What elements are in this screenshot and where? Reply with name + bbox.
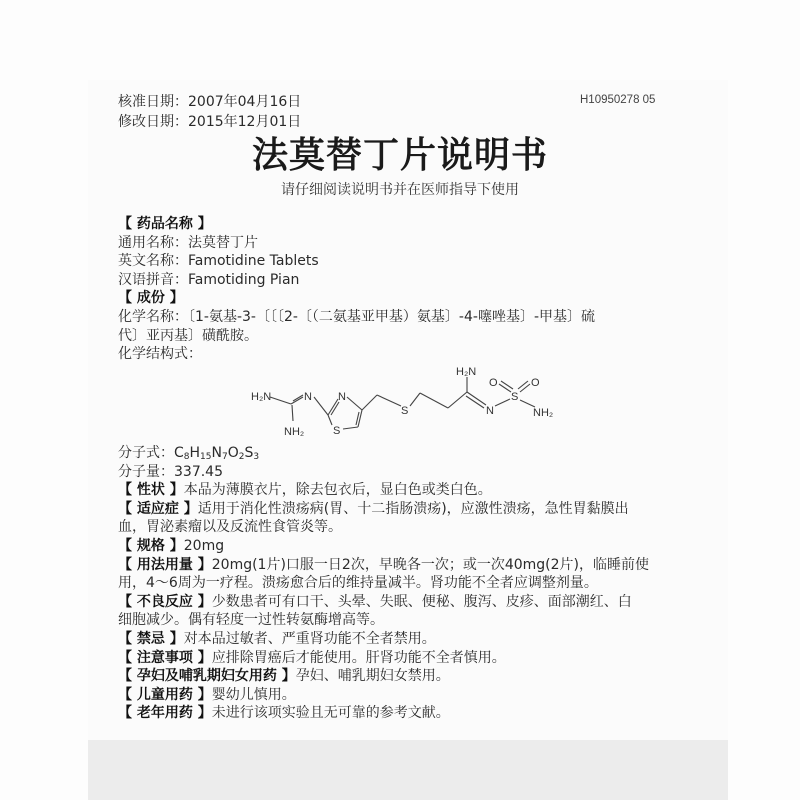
section-line xyxy=(118,518,342,537)
section-text: 本品为薄膜衣片，除去包衣后，显白色或类白色。 xyxy=(183,482,492,499)
section-text: 用，4～6周为一疗程。溃疡愈合后的维持量减半。肾功能不全者应调整剂量。 xyxy=(118,575,598,592)
atom-label: NH₂ xyxy=(284,426,305,438)
formula-element: N xyxy=(211,445,222,461)
section-line xyxy=(118,500,629,519)
sections xyxy=(118,481,678,723)
section-line xyxy=(118,649,506,668)
section-heading: 【 不良反应 】 xyxy=(118,593,212,610)
formula-count: 7 xyxy=(221,452,228,462)
pinyin-name: 汉语拼音：Famotiding Pian xyxy=(118,271,300,288)
formula-element: S xyxy=(244,445,254,461)
section-text: 未进行该项实验且无可靠的参考文献。 xyxy=(211,705,450,722)
molecular-weight: 分子量：337.45 xyxy=(118,463,223,480)
atom-label: N xyxy=(486,405,494,417)
page-subtitle: 请仔细阅读说明书并在医师指导下使用 xyxy=(281,182,519,198)
formula-element: C xyxy=(174,445,184,461)
atom-label: O xyxy=(489,377,498,389)
section-line xyxy=(118,556,649,575)
section-line xyxy=(118,611,384,630)
section-line xyxy=(118,704,450,723)
section-heading: 【 适应症 】 xyxy=(118,500,198,517)
formula-count: 15 xyxy=(200,452,212,462)
atom-label: S xyxy=(333,425,341,437)
formula-count: 2 xyxy=(238,452,245,462)
approval-date: 核准日期：2007年04月16日 xyxy=(118,94,302,110)
section-heading: 【 药品名称 】 xyxy=(118,216,212,232)
atom-label: N xyxy=(338,391,346,403)
atom-label: S xyxy=(511,391,519,403)
formula-label: 分子式： xyxy=(118,445,174,461)
section-text: 细胞减少。偶有轻度一过性转氨酶增高等。 xyxy=(118,612,384,629)
section-text: 少数患者可有口干、头晕、失眠、便秘、腹泻、皮疹、面部潮红、白 xyxy=(211,593,632,610)
formula-block xyxy=(118,444,678,723)
document-code: H10950278 05 xyxy=(580,94,656,106)
section-text: 对本品过敏者、严重肾功能不全者禁用。 xyxy=(183,630,436,647)
section-line xyxy=(118,667,450,686)
molecular-formula xyxy=(118,444,259,463)
formula-element: O xyxy=(227,445,239,461)
revision-date: 修改日期：2015年12月01日 xyxy=(118,114,302,130)
section-line xyxy=(118,630,436,649)
atom-label: NH₂ xyxy=(533,407,554,419)
page-title: 法莫替丁片说明书 xyxy=(251,135,548,176)
section-heading: 【 性状 】 xyxy=(118,482,184,499)
structure-label: 化学结构式： xyxy=(118,346,202,363)
atom-label: N xyxy=(304,391,312,403)
formula-element: H xyxy=(189,445,201,461)
section-text: 血，胃泌素瘤以及反流性食管炎等。 xyxy=(118,519,342,536)
section-line xyxy=(118,593,632,612)
section-text: 应排除胃癌后才能使用。肝肾功能不全者慎用。 xyxy=(211,649,506,666)
section-heading: 【 禁忌 】 xyxy=(118,630,184,647)
section-line xyxy=(118,481,492,500)
formula-count: 3 xyxy=(253,452,260,462)
chemical-name: 化学名称：〔1-氨基-3-〔〔〔2-〔（二氨基亚甲基）氨基〕-4-噻唑基〕-甲基〕硫 xyxy=(118,308,595,325)
atom-label: H₂N xyxy=(251,391,272,403)
section-text: 孕妇、哺乳期妇女禁用。 xyxy=(295,668,450,685)
section-heading: 【 规格 】 xyxy=(118,537,184,554)
section-line xyxy=(118,537,224,556)
section-heading: 【 儿童用药 】 xyxy=(118,686,212,703)
section-heading: 【 注意事项 】 xyxy=(118,649,212,666)
section-text: 适用于消化性溃疡病(胃、十二指肠溃疡)，应激性溃疡，急性胃黏膜出 xyxy=(197,500,629,517)
section-text: 婴幼儿慎用。 xyxy=(211,686,296,703)
section-heading: 【 孕妇及哺乳期妇女用药 】 xyxy=(118,668,296,685)
section-heading: 【 用法用量 】 xyxy=(118,556,212,573)
section-heading: 【 老年用药 】 xyxy=(118,705,212,722)
formula-count: 8 xyxy=(183,452,190,462)
chemical-name-cont: 代〕亚丙基〕磺酰胺。 xyxy=(118,327,258,344)
section-heading: 【 成份 】 xyxy=(118,290,184,307)
section-line xyxy=(118,574,598,593)
section-line xyxy=(118,686,296,705)
atom-label: S xyxy=(401,405,409,417)
atom-label: H₂N xyxy=(456,366,477,378)
atom-label: O xyxy=(531,377,540,389)
section-text: 20mg xyxy=(183,537,225,554)
section-text: 20mg(1片)口服一日2次，早晚各一次；或一次40mg(2片)，临睡前使 xyxy=(211,556,649,573)
english-name: 英文名称：Famotidine Tablets xyxy=(118,253,319,270)
generic-name: 通用名称：法莫替丁片 xyxy=(118,234,258,251)
